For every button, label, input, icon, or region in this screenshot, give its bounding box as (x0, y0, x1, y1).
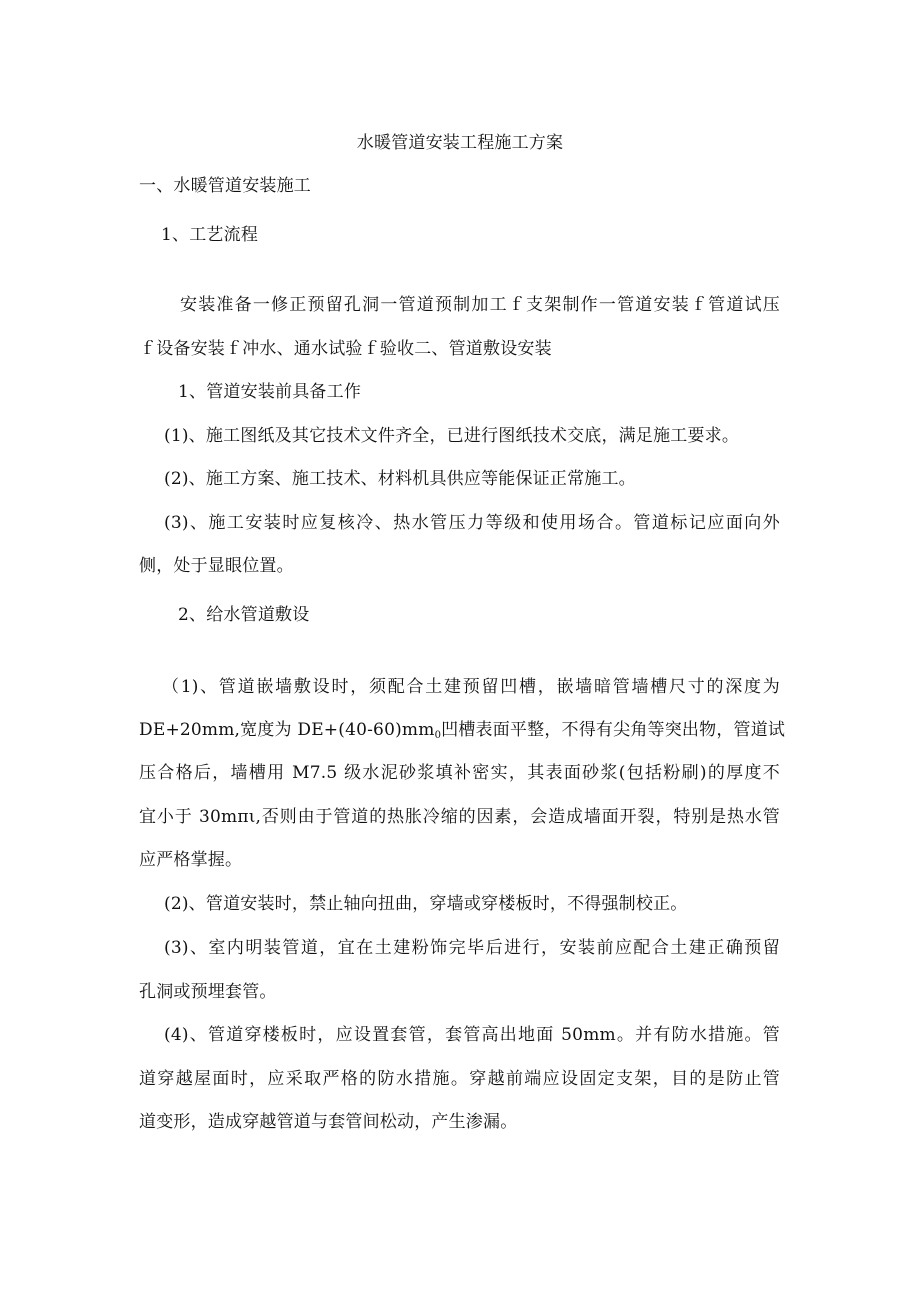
water-item-1-line-2-start: DE+20mm,宽度为 $DE+(40-60)mm_0$ (139, 720, 442, 741)
water-item-4-line-1: (4)、管道穿楼板时，应设置套管，套管高出地面 50mm。并有防水措施。管 (164, 1025, 780, 1045)
water-item-1-line-5: 应严格掌握。 (139, 850, 243, 870)
water-item-2: (2)、管道安装时，禁止轴向扭曲，穿墙或穿楼板时，不得强制校正。 (164, 894, 688, 914)
prep-item-2: (2)、施工方案、施工技术、材料机具供应等能保证正常施工。 (164, 469, 636, 489)
subsection-heading-process: 1、工艺流程 (161, 225, 259, 245)
subsection-heading-preparation: 1、管道安装前具备工作 (178, 382, 362, 402)
process-flow-line-2: ｆ设备安装ｆ冲水、通水试验ｆ验收二、管道敷设安装 (139, 339, 552, 359)
water-item-4-line-2: 道穿越屋面时，应采取严格的防水措施。穿越前端应设固定支架，目的是防止管 (139, 1069, 780, 1089)
subsection-heading-water-supply: 2、给水管道敷设 (178, 605, 310, 625)
water-item-4-line-3: 道变形，造成穿越管道与套管间松动，产生渗漏。 (139, 1112, 518, 1132)
water-item-1-line-2-end: 凹槽表面平整，不得有尖角等突出物，管道试 (441, 720, 786, 740)
section-heading-1: 一、水暖管道安装施工 (139, 176, 311, 196)
water-item-1-line-3: 压合格后，墙槽用 M7.5 级水泥砂浆填补密实，其表面砂浆(包括粉刷)的厚度不 (139, 763, 780, 783)
process-flow-line-1: 安装准备一修正预留孔洞一管道预制加工ｆ支架制作一管道安装ｆ管道试压 (180, 295, 780, 315)
water-item-3-line-2: 孔洞或预埋套管。 (139, 982, 277, 1002)
prep-item-3-line-2: 侧，处于显眼位置。 (139, 556, 294, 576)
water-item-1-line-2 (139, 718, 786, 748)
water-item-1-line-4: 宜小于 30mπι,否则由于管道的热胀冷缩的因素，会造成墙面开裂，特别是热水管 (139, 807, 780, 827)
prep-item-1: (1)、施工图纸及其它技术文件齐全，已进行图纸技术交底，满足施工要求。 (164, 426, 740, 446)
document-title: 水暖管道安装工程施工方案 (356, 133, 564, 153)
prep-item-3-line-1: (3)、施工安装时应复核冷、热水管压力等级和使用场合。管道标记应面向外 (164, 513, 780, 533)
water-item-3-line-1: (3)、室内明装管道，宜在土建粉饰完毕后进行，安装前应配合土建正确预留 (164, 938, 780, 958)
water-item-1-line-1: （1)、管道嵌墙敷设时，须配合土建预留凹槽，嵌墙暗管墙槽尺寸的深度为 (162, 677, 780, 697)
subscript-zero: 0 (434, 730, 442, 741)
